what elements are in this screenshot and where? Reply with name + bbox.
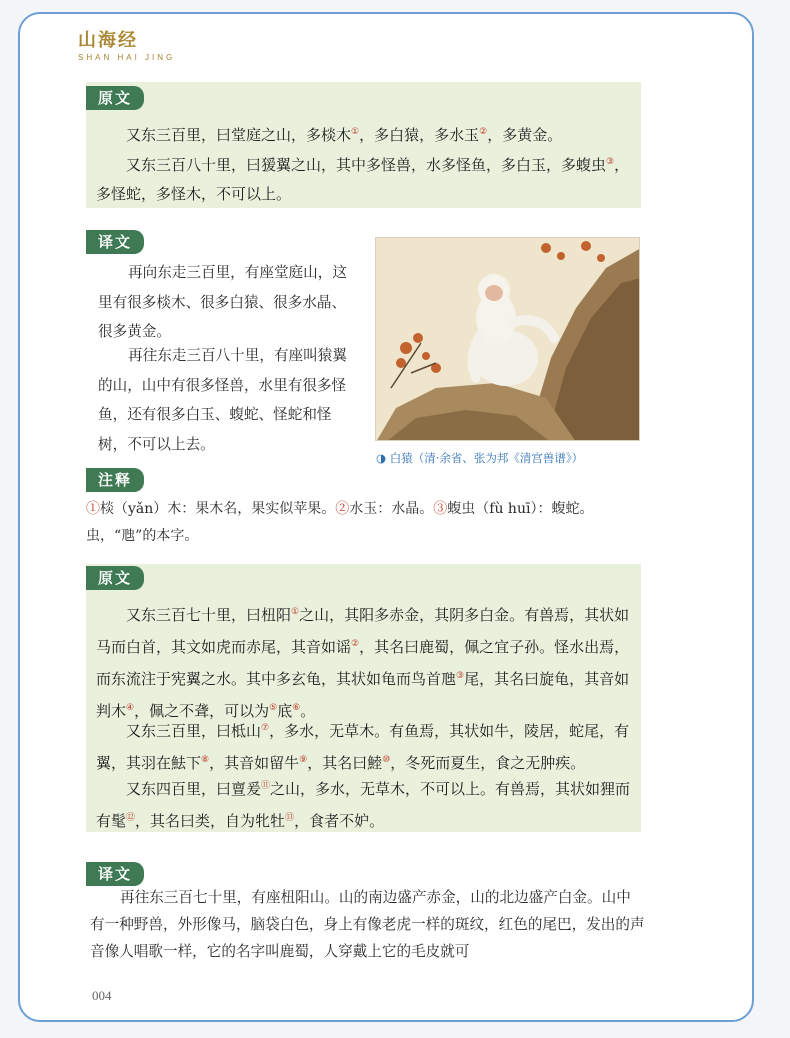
- figure-caption: ◑ 白猿（清·余省、张为邦《清宫兽谱》）: [376, 451, 584, 465]
- original-paragraph-3: 又东三百七十里，曰杻阳①之山，其阳多赤金，其阴多白金。有兽焉，其状如马而白首，其文如虎而赤尾，其音如谣②，其名曰鹿蜀，佩之宜子孙。怪水出焉，而东流注于宪翼之水。其中多玄龟，其状如龟而鸟首虺③尾，其名曰旋龟，其音如判木④，佩之不聋，可以为⑤底⑥。: [96, 606, 630, 720]
- original-paragraph-5: 又东四百里，曰亶爰⑪之山，多水，无草木，不可以上。有兽焉，其状如狸而有髦⑫，其名曰类，自为牝牡⑬，食者不妒。: [96, 780, 631, 830]
- section-tag-translation-2: 译文: [86, 862, 144, 886]
- translation-paragraph-3: 再往东三百七十里，有座杻阳山。山的南边盛产赤金，山的北边盛产白金。山中有一种野兽，外形像马，脑袋白色，身上有像老虎一样的斑纹，红色的尾巴，发出的声音像人唱歌一样，它的名字叫鹿蜀，人穿戴上它的毛皮就可: [90, 889, 645, 960]
- section-tag-original-1: 原文: [86, 86, 144, 110]
- section-tag-notes: 注释: [86, 468, 144, 492]
- section-tag-translation-1: 译文: [86, 230, 144, 254]
- original-paragraph-2: 又东三百八十里，曰猨翼之山，其中多怪兽，水多怪鱼，多白玉，多蝮虫③，多怪蛇，多怪木，不可以上。: [96, 156, 630, 203]
- translation-paragraph-2: 再往东走三百八十里，有座叫猿翼的山，山中有很多怪兽，水里有很多怪鱼，还有很多白玉、蝮蛇、怪蛇和怪树，不可以上去。: [98, 347, 347, 453]
- section-tag-original-2: 原文: [86, 566, 144, 590]
- page-number: 004: [92, 988, 112, 1003]
- page-frame: [18, 12, 754, 1022]
- book-logo: [78, 26, 175, 62]
- book-title: 山海经: [78, 30, 138, 51]
- original-paragraph-4: 又东三百里，曰柢山⑦，多水，无草木。有鱼焉，其状如牛，陵居，蛇尾，有翼，其羽在魼下⑧，其音如留牛⑨，其名曰鯥⑩，冬死而夏生，食之无肿疾。: [96, 722, 630, 772]
- original-paragraph-1: 又东三百里，曰堂庭之山，多棪木①，多白猿，多水玉②，多黄金。: [126, 126, 563, 144]
- white-ape-painting: [375, 237, 640, 441]
- notes-paragraph: ①棪（yǎn）木：果木名，果实似苹果。②水玉：水晶。③蝮虫（fù huī）：蝮蛇。虫，“虺”的本字。: [86, 501, 594, 544]
- translation-paragraph-1: 再向东走三百里，有座堂庭山，这里有很多棪木、很多白猿、很多水晶、很多黄金。: [98, 264, 347, 340]
- white-ape-illustration: [376, 238, 640, 441]
- book-subtitle: SHAN HAI JING: [78, 53, 176, 62]
